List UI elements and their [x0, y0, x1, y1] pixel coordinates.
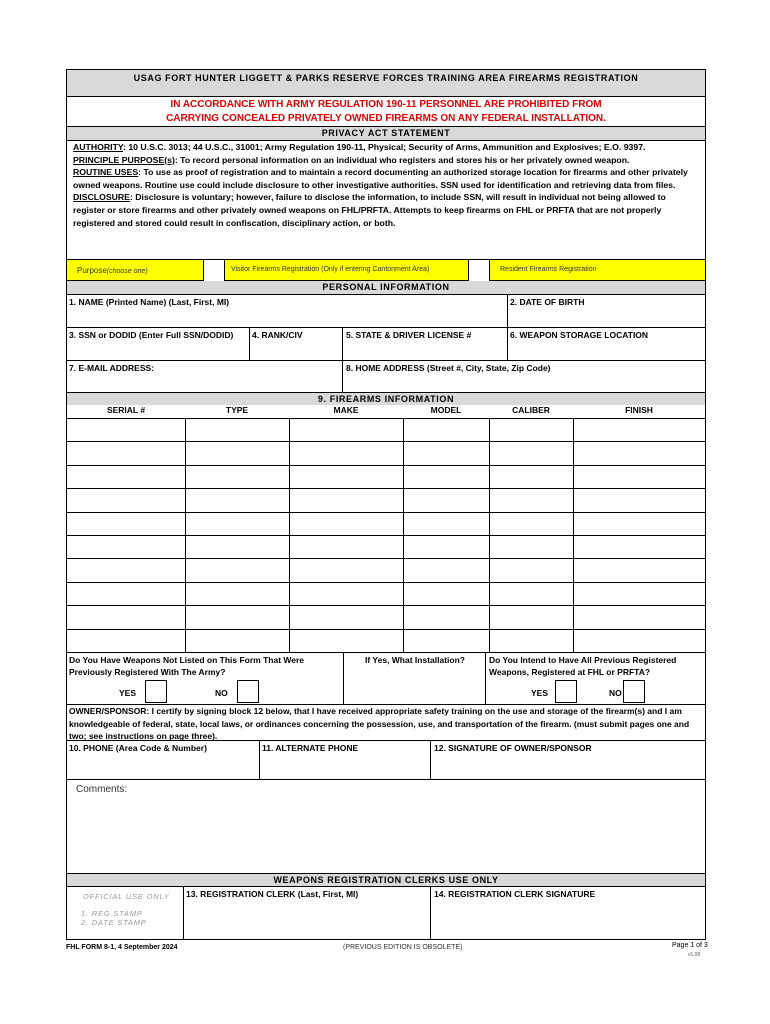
firearm-entry-cell[interactable] — [185, 419, 289, 441]
firearm-entry-cell[interactable] — [489, 466, 573, 488]
firearm-entry-cell[interactable] — [185, 466, 289, 488]
clerks-title: WEAPONS REGISTRATION CLERKS USE ONLY — [67, 874, 705, 886]
firearm-entry-cell[interactable] — [289, 583, 403, 605]
q1-no-label: NO — [215, 688, 228, 698]
col-type: TYPE — [225, 405, 249, 415]
warning-line-2: CARRYING CONCEALED PRIVATELY OWNED FIREARMS ON ANY FEDERAL INSTALLATION. — [166, 113, 606, 124]
firearm-entry-cell[interactable] — [289, 536, 403, 558]
firearm-entry-cell[interactable] — [289, 466, 403, 488]
firearm-entry-cell[interactable] — [573, 489, 705, 511]
question-register-previous: Do You Intend to Have All Previous Registered Weapons, Registered at FHL or PRFTA? — [489, 655, 677, 677]
firearm-entry-cell[interactable] — [403, 489, 489, 511]
firearm-entry-cell[interactable] — [403, 606, 489, 628]
disclosure-paragraph: DISCLOSURE: Disclosure is voluntary; however, failure to disclose the information, to include SSN, will result in individual not being allowed to register or store firearms and other privately owned weapons on FHL/PRFTA. Attempts to keep firearms on FHL or PRFTA that are not properly registered and stored could result in confiscation, disciplinary action, or both. — [73, 192, 666, 228]
firearm-entry-row — [67, 488, 705, 511]
routine-uses-paragraph: ROUTINE USES: To use as proof of registration and to maintain a record documenting an authorized storage location for firearms and other privately owned weapons. Routine use could include disclosure to other investigative authorities. SSN used for identification and retrieving data from files. — [73, 167, 688, 190]
firearm-entry-cell[interactable] — [185, 559, 289, 581]
col-serial: SERIAL # — [106, 405, 146, 415]
firearm-entry-cell[interactable] — [289, 513, 403, 535]
firearm-entry-cell[interactable] — [573, 419, 705, 441]
col-make: MAKE — [333, 405, 359, 415]
comments-field[interactable]: Comments: — [76, 784, 128, 795]
firearm-entry-cell[interactable] — [573, 442, 705, 464]
firearm-entry-row — [67, 629, 705, 652]
phone-field[interactable]: 10. PHONE (Area Code & Number) — [69, 743, 207, 753]
firearm-entry-cell[interactable] — [489, 536, 573, 558]
q1-no-checkbox[interactable] — [237, 680, 259, 703]
firearm-entry-cell[interactable] — [573, 583, 705, 605]
q1-yes-checkbox[interactable] — [145, 680, 167, 703]
firearm-entry-cell[interactable] — [289, 489, 403, 511]
firearm-entry-cell[interactable] — [489, 513, 573, 535]
resident-checkbox[interactable] — [468, 260, 490, 281]
q3-no-label: NO — [609, 688, 622, 698]
firearm-entry-cell[interactable] — [185, 489, 289, 511]
firearm-entry-cell[interactable] — [185, 536, 289, 558]
stamp-line-1: 1. REG STAMP — [81, 909, 143, 918]
firearm-entry-cell[interactable] — [489, 419, 573, 441]
firearm-entry-cell[interactable] — [185, 442, 289, 464]
firearm-entry-row — [67, 535, 705, 558]
firearm-entry-cell[interactable] — [289, 606, 403, 628]
firearm-entry-cell[interactable] — [403, 583, 489, 605]
owner-certification: OWNER/SPONSOR: I certify by signing block 12 below, that I have received appropriate safety training on the use and storage of the firearm(s) and I am knowledgeable of federal, state, local laws, or ordinances concerning the possession, use, and transportation of the firearm. (must submit pages one and two; see instructions on page three). — [69, 706, 690, 741]
firearms-header-row — [67, 405, 705, 416]
firearm-entry-cell[interactable] — [403, 466, 489, 488]
q3-no-checkbox[interactable] — [623, 680, 645, 703]
firearm-entry-cell[interactable] — [67, 513, 185, 535]
purpose-paragraph: PRINCIPLE PURPOSE(s): To record personal information on an individual who registers and stores his or her privately owned weapon. — [73, 154, 630, 165]
q3-yes-checkbox[interactable] — [555, 680, 577, 703]
firearm-entry-row — [67, 512, 705, 535]
name-field[interactable]: 1. NAME (Printed Name) (Last, First, MI) — [69, 297, 230, 307]
firearm-entry-cell[interactable] — [289, 442, 403, 464]
firearm-entry-cell[interactable] — [67, 466, 185, 488]
firearm-entry-cell[interactable] — [67, 536, 185, 558]
personal-title: PERSONAL INFORMATION — [67, 281, 705, 294]
form-version: v1.00 — [688, 952, 701, 958]
owner-signature-field[interactable]: 12. SIGNATURE OF OWNER/SPONSOR — [434, 743, 592, 753]
firearm-entry-cell[interactable] — [403, 559, 489, 581]
privacy-title: PRIVACY ACT STATEMENT — [67, 127, 705, 140]
firearm-entry-cell[interactable] — [67, 559, 185, 581]
firearm-entry-cell[interactable] — [489, 442, 573, 464]
home-address-field[interactable]: 8. HOME ADDRESS (Street #, City, State, Zip Code) — [346, 363, 551, 373]
edition-note: (PREVIOUS EDITION IS OBSOLETE) — [343, 944, 463, 951]
q3-yes-label: YES — [531, 688, 549, 698]
purpose-label: Purpose(choose one) — [77, 266, 148, 275]
firearm-entry-cell[interactable] — [289, 419, 403, 441]
firearm-entry-row — [67, 582, 705, 605]
firearm-entry-cell[interactable] — [573, 606, 705, 628]
firearm-entry-cell[interactable] — [573, 513, 705, 535]
visitor-checkbox[interactable] — [203, 260, 225, 281]
authority-paragraph: AUTHORITY: 10 U.S.C. 3013; 44 U.S.C., 31001; Army Regulation 190-11, Physical; Security of Arms, Ammunition and Explosives; E.O. 9397. — [73, 142, 646, 152]
stamp-line-2: 2. DATE STAMP — [81, 918, 147, 927]
firearm-entry-cell[interactable] — [489, 630, 573, 652]
alternate-phone-field[interactable]: 11. ALTERNATE PHONE — [262, 743, 359, 753]
firearm-entry-cell[interactable] — [573, 559, 705, 581]
warning-line-1: IN ACCORDANCE WITH ARMY REGULATION 190-11 PERSONNEL ARE PROHIBITED FROM — [170, 99, 602, 110]
firearm-entry-cell[interactable] — [403, 419, 489, 441]
firearm-entry-cell[interactable] — [289, 630, 403, 652]
page-number: Page 1 of 3 — [672, 942, 708, 949]
firearm-entry-cell[interactable] — [289, 559, 403, 581]
firearm-entry-cell[interactable] — [67, 630, 185, 652]
form-title: USAG FORT HUNTER LIGGETT & PARKS RESERVE FORCES TRAINING AREA FIREARMS REGISTRATION — [67, 70, 705, 96]
col-model: MODEL — [430, 405, 462, 415]
col-caliber: CALIBER — [512, 405, 550, 415]
firearm-entry-cell[interactable] — [67, 442, 185, 464]
firearm-entry-row — [67, 441, 705, 464]
col-finish: FINISH — [625, 405, 653, 415]
firearm-entry-cell[interactable] — [403, 513, 489, 535]
official-stamp-area — [71, 892, 181, 934]
form-id: FHL FORM 8-1, 4 September 2024 — [66, 944, 178, 951]
firearms-title: 9. FIREARMS INFORMATION — [67, 393, 705, 405]
state-dl-field[interactable]: 5. STATE & DRIVER LICENSE # — [346, 330, 472, 340]
privacy-statement — [73, 141, 699, 229]
firearm-entry-cell[interactable] — [573, 466, 705, 488]
firearm-entry-cell[interactable] — [403, 536, 489, 558]
firearm-entry-row — [67, 418, 705, 441]
firearms-table — [67, 418, 705, 652]
firearm-entry-cell[interactable] — [67, 583, 185, 605]
firearm-entry-cell[interactable] — [489, 559, 573, 581]
ssn-field[interactable]: 3. SSN or DODID (Enter Full SSN/DODID) — [69, 330, 234, 340]
clerk-signature-field[interactable]: 14. REGISTRATION CLERK SIGNATURE — [434, 889, 596, 899]
firearm-entry-cell[interactable] — [67, 606, 185, 628]
firearm-entry-cell[interactable] — [185, 513, 289, 535]
rank-field[interactable]: 4. RANK/CIV — [252, 330, 303, 340]
registration-form — [66, 69, 706, 940]
storage-location-field[interactable]: 6. WEAPON STORAGE LOCATION — [510, 330, 649, 340]
dob-field[interactable]: 2. DATE OF BIRTH — [510, 297, 585, 307]
q1-yes-label: YES — [119, 688, 137, 698]
firearm-entry-cell[interactable] — [489, 489, 573, 511]
firearm-entry-cell[interactable] — [403, 630, 489, 652]
purpose-row — [67, 259, 705, 281]
firearm-entry-cell[interactable] — [403, 442, 489, 464]
question-installation: If Yes, What Installation? — [365, 655, 465, 665]
firearm-entry-cell[interactable] — [489, 606, 573, 628]
email-field[interactable]: 7. E-MAIL ADDRESS: — [69, 363, 155, 373]
registration-clerk-field[interactable]: 13. REGISTRATION CLERK (Last, First, MI) — [186, 889, 359, 899]
firearm-entry-cell[interactable] — [67, 419, 185, 441]
firearm-entry-cell[interactable] — [573, 630, 705, 652]
stamp-title: OFFICIAL USE ONLY — [83, 892, 170, 901]
firearm-entry-cell[interactable] — [185, 583, 289, 605]
firearm-entry-cell[interactable] — [573, 536, 705, 558]
firearm-entry-row — [67, 558, 705, 581]
firearm-entry-row — [67, 465, 705, 488]
visitor-option-label: Visitor Firearms Registration (Only if entering Cantonment Area) — [231, 266, 430, 273]
question-unlisted-weapons: Do You Have Weapons Not Listed on This Form That Were Previously Registered With The Army? — [69, 655, 305, 677]
firearm-entry-cell[interactable] — [185, 630, 289, 652]
firearm-entry-cell[interactable] — [185, 606, 289, 628]
firearm-entry-row — [67, 605, 705, 628]
firearm-entry-cell[interactable] — [489, 583, 573, 605]
firearm-entry-cell[interactable] — [67, 489, 185, 511]
resident-option-label: Resident Firearms Registration — [500, 266, 597, 273]
